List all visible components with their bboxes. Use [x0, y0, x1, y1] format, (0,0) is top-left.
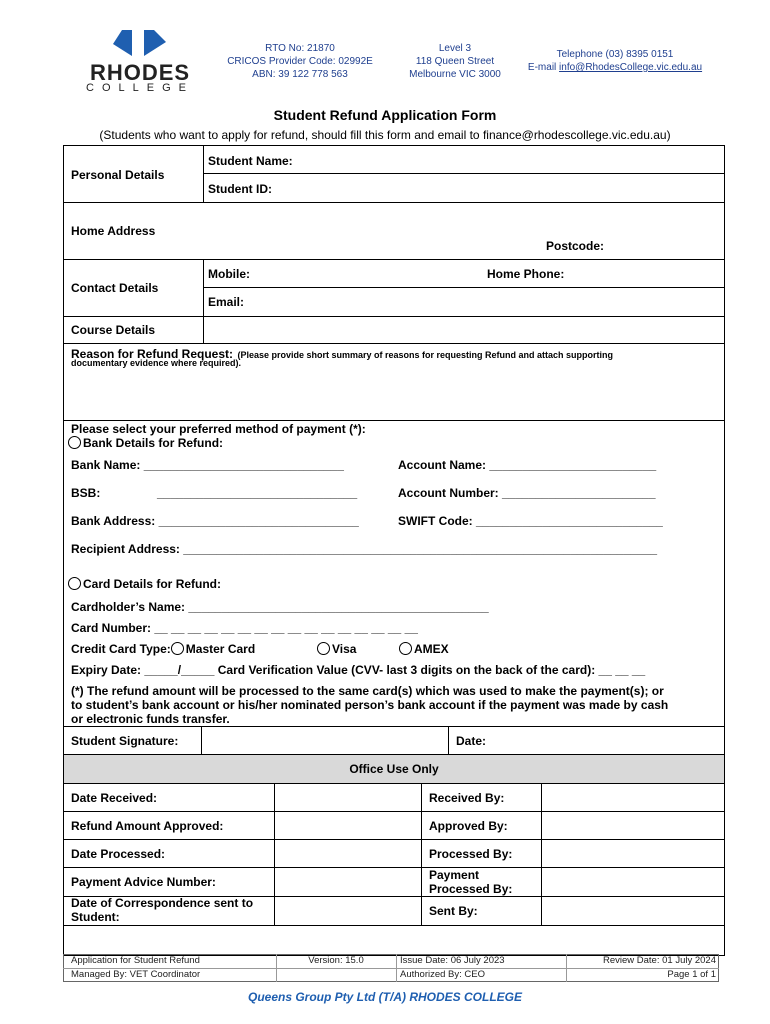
approved-by-label: Approved By:	[429, 819, 508, 833]
payment-processed-line-1: Payment	[429, 868, 480, 882]
reason-field[interactable]	[68, 372, 720, 417]
reason-note: (Please provide short summary of reasons for requesting Refund and attach supporting	[237, 350, 614, 360]
date-processed-field[interactable]	[277, 842, 418, 864]
course-details-field[interactable]	[205, 318, 720, 340]
refund-amount-label: Refund Amount Approved:	[71, 819, 224, 833]
signature-date-label: Date:	[456, 734, 487, 748]
card-option-label: Card Details for Refund:	[83, 577, 222, 591]
address-line-3: Melbourne VIC 3000	[409, 69, 501, 80]
reason-note-2: documentary evidence where required).	[71, 358, 242, 368]
date-processed-label: Date Processed:	[71, 847, 166, 861]
card-option[interactable]	[68, 577, 221, 591]
student-name-label: Student Name:	[208, 154, 293, 168]
payment-advice-field[interactable]	[277, 870, 418, 893]
visa-radio[interactable]	[317, 642, 330, 655]
office-use-heading: Office Use Only	[349, 762, 439, 776]
logo-mark-icon	[86, 28, 194, 64]
payment-processed-line-2: Processed By:	[429, 882, 513, 896]
bsb-label: BSB:	[71, 486, 101, 500]
footer-version: Version: 15.0	[308, 955, 364, 966]
header-registration	[215, 42, 385, 81]
home-address-field[interactable]	[205, 205, 720, 235]
received-by-label: Received By:	[429, 791, 505, 805]
footer-company-name: Queens Group Pty Ltd (T/A) RHODES COLLEGE	[247, 990, 522, 1004]
address-line-1: Level 3	[438, 43, 472, 54]
header-address	[395, 42, 515, 81]
card-type-row	[71, 642, 255, 656]
amex-radio[interactable]	[399, 642, 412, 655]
visa-option[interactable]	[317, 642, 356, 656]
bsb-field[interactable]: ______________________________	[157, 486, 358, 500]
form-subtitle: (Students who want to apply for refund, should fill this form and email to finance@rhodescollege.vic.edu.au)	[99, 128, 671, 142]
rto-number: RTO No: 21870	[265, 43, 335, 54]
student-id-label: Student ID:	[208, 182, 272, 196]
course-details-label: Course Details	[71, 323, 156, 337]
date-received-label: Date Received:	[71, 791, 158, 805]
approved-by-field[interactable]	[544, 814, 722, 836]
student-id-field[interactable]	[290, 175, 720, 199]
mastercard-radio[interactable]	[171, 642, 184, 655]
reason-label: Reason for Refund Request:	[71, 347, 234, 361]
correspondence-field[interactable]	[277, 899, 418, 922]
footer-review-date: Review Date: 01 July 2024	[602, 955, 716, 966]
card-type-label: Credit Card Type:	[71, 642, 171, 656]
footer-issue-date: Issue Date: 06 July 2023	[400, 955, 505, 966]
payment-processed-label	[429, 868, 512, 896]
mastercard-label: Master Card	[185, 642, 256, 656]
correspondence-label	[71, 896, 253, 924]
swift-code-field[interactable]: SWIFT Code: ____________________________	[398, 514, 663, 528]
payment-advice-label: Payment Advice Number:	[71, 875, 216, 889]
logo-sub-text: COLLEGE	[86, 82, 194, 94]
amex-option[interactable]	[399, 642, 449, 656]
account-number-field[interactable]: Account Number: _______________________	[398, 486, 656, 500]
correspondence-line-1: Date of Correspondence sent to	[71, 896, 254, 910]
received-by-field[interactable]	[544, 786, 722, 808]
telephone: Telephone (03) 8395 0151	[556, 49, 674, 60]
correspondence-line-2: Student:	[71, 910, 120, 924]
rhodes-logo	[86, 28, 194, 96]
payment-processed-field[interactable]	[544, 870, 722, 893]
refund-note-3: or electronic funds transfer.	[71, 712, 230, 726]
cardholder-name-field[interactable]: Cardholder’s Name: _____________________________________________	[71, 600, 489, 614]
processed-by-field[interactable]	[544, 842, 722, 864]
amex-label: AMEX	[414, 642, 449, 656]
sent-by-field[interactable]	[544, 899, 722, 922]
bank-address-field[interactable]: Bank Address: ______________________________	[71, 514, 359, 528]
mobile-field[interactable]	[260, 262, 480, 284]
card-number-field[interactable]: Card Number: __ __ __ __ __ __ __ __ __ __ __ __ __ __ __ __	[71, 621, 418, 635]
refund-amount-field[interactable]	[277, 814, 418, 836]
bank-radio[interactable]	[68, 436, 81, 449]
mobile-label: Mobile:	[208, 267, 250, 281]
home-phone-label: Home Phone:	[487, 267, 565, 281]
refund-note-2: to student’s bank account or his/her nominated person’s bank account if the payment was made by cash	[71, 698, 669, 712]
abn-number: ABN: 39 122 778 563	[252, 69, 348, 80]
home-phone-field[interactable]	[575, 262, 720, 284]
home-address-label: Home Address	[71, 224, 156, 238]
header-contact	[520, 48, 710, 74]
personal-details-label: Personal Details	[71, 168, 165, 182]
sent-by-label: Sent By:	[429, 904, 478, 918]
footer-authorized-by: Authorized By: CEO	[400, 969, 486, 980]
email-prefix: E-mail	[527, 62, 560, 73]
postcode-field[interactable]	[614, 236, 720, 256]
cricos-code: CRICOS Provider Code: 02992E	[227, 56, 373, 67]
signature-date-field[interactable]	[495, 729, 720, 751]
expiry-cvv-field[interactable]: Expiry Date: _____/_____ Card Verification Value (CVV- last 3 digits on the back of the card): __ __ __	[71, 663, 646, 677]
visa-label: Visa	[332, 642, 357, 656]
student-signature-label: Student Signature:	[71, 734, 179, 748]
recipient-address-field[interactable]: Recipient Address: _______________________________________________________________________	[71, 542, 658, 556]
card-radio[interactable]	[68, 577, 81, 590]
payment-method-heading: Please select your preferred method of payment (*):	[71, 422, 366, 436]
email-field[interactable]	[255, 290, 720, 312]
footer-document-name: Application for Student Refund	[71, 955, 200, 966]
address-line-2: 118 Queen Street	[415, 56, 495, 67]
bank-name-field[interactable]: Bank Name: ______________________________	[71, 458, 344, 472]
postcode-label: Postcode:	[546, 239, 605, 253]
account-name-field[interactable]: Account Name: _________________________	[398, 458, 657, 472]
bank-option[interactable]	[68, 436, 223, 450]
date-received-field[interactable]	[277, 786, 418, 808]
student-name-field[interactable]	[310, 147, 720, 171]
processed-by-label: Processed By:	[429, 847, 513, 861]
email-label: Email:	[208, 295, 245, 309]
student-signature-field[interactable]	[204, 729, 445, 751]
bank-option-label: Bank Details for Refund:	[83, 436, 224, 450]
form-title: Student Refund Application Form	[273, 107, 497, 123]
contact-details-label: Contact Details	[71, 281, 159, 295]
email-link[interactable]: info@RhodesCollege.vic.edu.au	[559, 62, 703, 73]
footer-managed-by: Managed By: VET Coordinator	[71, 969, 201, 980]
refund-note-1: (*) The refund amount will be processed to the same card(s) which was used to make the payment(s); or	[71, 684, 664, 698]
logo-main-text: RHODES	[89, 60, 191, 85]
footer-page-number: Page 1 of 1	[667, 969, 716, 980]
